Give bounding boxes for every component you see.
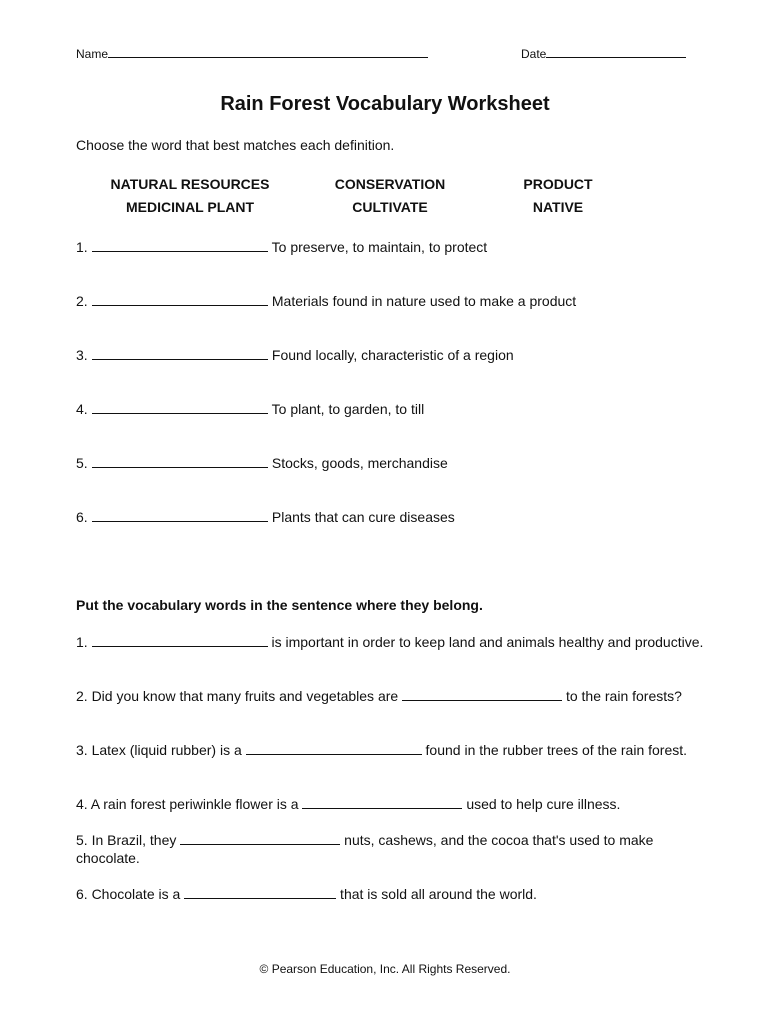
sentence-end: nuts, cashews, and the cocoa that's used to make chocolate. [76, 832, 654, 866]
sentence-start: 2. Did you know that many fruits and vegetables are [76, 688, 403, 704]
sentence-item [76, 687, 706, 705]
answer-blank[interactable] [402, 700, 562, 701]
sentence-end: that is sold all around the world. [336, 886, 537, 902]
instructions: Choose the word that best matches each definition. [76, 137, 395, 153]
sentence-item [76, 831, 706, 867]
sentence-end: is important in order to keep land and animals healthy and productive. [267, 634, 704, 650]
answer-blank[interactable] [184, 898, 336, 899]
definition-text: Materials found in nature used to make a product [271, 293, 577, 309]
answer-blank[interactable] [92, 413, 268, 414]
definition-item [76, 455, 448, 471]
definition-number: 4. [76, 401, 88, 417]
date-field [521, 47, 686, 61]
sentence-start: 6. Chocolate is a [76, 886, 185, 902]
word-bank-term: CULTIVATE [352, 199, 428, 215]
sentence-start: 4. A rain forest periwinkle flower is a [76, 796, 303, 812]
definition-text: To preserve, to maintain, to protect [271, 239, 488, 255]
answer-blank[interactable] [92, 305, 268, 306]
answer-blank[interactable] [302, 808, 462, 809]
sentence-item [76, 633, 706, 651]
answer-blank[interactable] [92, 251, 268, 252]
answer-blank[interactable] [92, 521, 268, 522]
definition-number: 2. [76, 293, 88, 309]
definition-item [76, 239, 487, 255]
date-label: Date [521, 47, 547, 61]
answer-blank[interactable] [92, 359, 268, 360]
sentence-item [76, 795, 706, 813]
sentence-item [76, 885, 706, 903]
definition-text: To plant, to garden, to till [271, 401, 425, 417]
section-heading: Put the vocabulary words in the sentence where they belong. [76, 597, 483, 613]
date-blank[interactable] [546, 57, 686, 58]
definition-number: 3. [76, 347, 88, 363]
word-bank-term: CONSERVATION [334, 176, 446, 192]
definition-text: Stocks, goods, merchandise [271, 455, 448, 471]
answer-blank[interactable] [92, 646, 268, 647]
copyright-footer: © Pearson Education, Inc. All Rights Reserved. [259, 962, 511, 976]
answer-blank[interactable] [92, 467, 268, 468]
sentence-start: 1. [76, 634, 92, 650]
definition-number: 1. [76, 239, 88, 255]
sentence-item [76, 741, 706, 759]
definition-number: 5. [76, 455, 88, 471]
definition-item [76, 509, 455, 525]
word-bank-term: PRODUCT [523, 176, 593, 192]
sentence-start: 5. In Brazil, they [76, 832, 181, 848]
definition-item [76, 347, 514, 363]
definition-item [76, 401, 424, 417]
definition-number: 6. [76, 509, 88, 525]
word-bank-term: NATURAL RESOURCES [110, 176, 270, 192]
name-label: Name [76, 47, 109, 61]
name-blank[interactable] [108, 57, 428, 58]
sentence-start: 3. Latex (liquid rubber) is a [76, 742, 246, 758]
answer-blank[interactable] [180, 844, 340, 845]
definition-text: Found locally, characteristic of a region [271, 347, 514, 363]
sentence-end: to the rain forests? [562, 688, 682, 704]
sentence-end: found in the rubber trees of the rain forest. [421, 742, 688, 758]
page-title: Rain Forest Vocabulary Worksheet [220, 93, 550, 115]
sentence-end: used to help cure illness. [462, 796, 621, 812]
word-bank-term: MEDICINAL PLANT [125, 199, 255, 215]
word-bank-term: NATIVE [532, 199, 584, 215]
definition-text: Plants that can cure diseases [271, 509, 455, 525]
definition-item [76, 293, 576, 309]
name-field [76, 47, 428, 61]
answer-blank[interactable] [246, 754, 422, 755]
